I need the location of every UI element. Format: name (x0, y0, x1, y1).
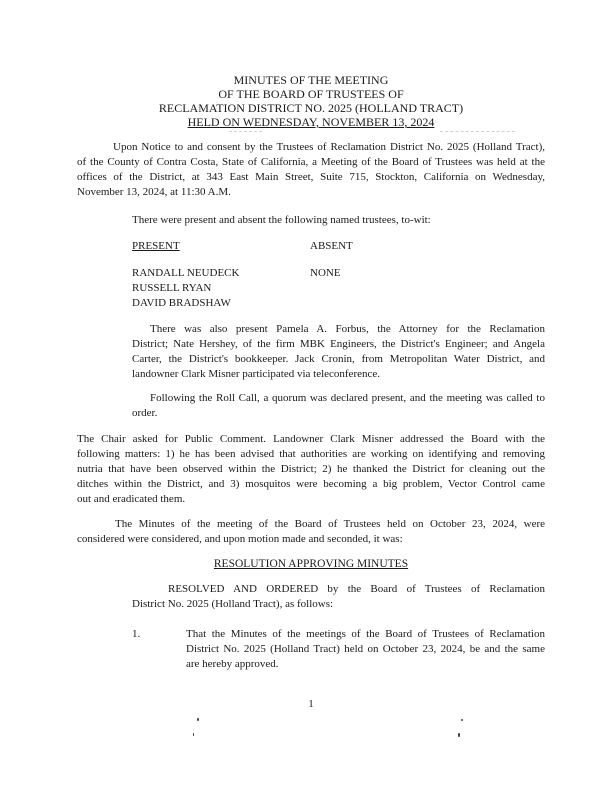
minutes-consideration-paragraph (77, 517, 545, 547)
absent-heading: ABSENT (310, 240, 353, 252)
scan-speck (461, 719, 463, 721)
paragraph-line: Upon Notice to and consent by the Trustees of Reclamation District No. 2025 (Holland Tract), (113, 141, 545, 153)
paragraph-line: District; Nate Hershey, of the firm MBK Engineers, the District's Engineer; and Angela (132, 338, 545, 350)
scan-speck (458, 733, 460, 737)
paragraph-line: ditches within the District, and 3) mosquitos were becoming a big problem, Vector Control came (77, 478, 545, 490)
paragraph-line: District No. 2025 (Holland Tract) held on October 23, 2024, be and the same (186, 643, 545, 655)
present-column (132, 239, 239, 311)
page-number-block (77, 697, 545, 712)
paragraph-line: offices of the District, at 343 East Main Street, Suite 715, Stockton, California on Wednesday, (77, 171, 545, 183)
scan-speck (197, 718, 199, 721)
paragraph-line: order. (132, 407, 158, 419)
resolved-paragraph (132, 582, 545, 612)
present-heading: PRESENT (132, 240, 180, 252)
paragraph-line: District No. 2025 (Holland Tract), as follows: (132, 598, 334, 610)
paragraph-line: considered were considered, and upon motion made and seconded, it was: (77, 533, 403, 545)
trustee-name: RANDALL NEUDECK (132, 267, 240, 279)
scan-artifact (229, 131, 262, 132)
roll-call-paragraph (132, 391, 545, 421)
attendance-intro: There were present and absent the following named trustees, to-wit: (132, 214, 431, 226)
others-present-paragraph (132, 322, 545, 382)
title-line: RECLAMATION DISTRICT NO. 2025 (HOLLAND TRACT) (158, 101, 464, 115)
page-number: 1 (308, 698, 314, 710)
absent-name: NONE (310, 267, 341, 279)
resolution-heading: RESOLUTION APPROVING MINUTES (213, 558, 409, 570)
title-line: MINUTES OF THE MEETING (233, 73, 389, 87)
paragraph-line: The Chair asked for Public Comment. Landowner Clark Misner addressed the Board with the (77, 433, 545, 445)
paragraph-line: Carter, the District's bookkeeper. Jack Cronin, from Metropolitan Water District, and (132, 353, 545, 365)
paragraph-line: The Minutes of the meeting of the Board of Trustees held on October 23, 2024, were (115, 518, 545, 530)
paragraph-line: November 13, 2024, at 11:30 A.M. (77, 186, 231, 198)
paragraph-line: RESOLVED AND ORDERED by the Board of Trustees of Reclamation (168, 583, 545, 595)
title-line: OF THE BOARD OF TRUSTEES OF (218, 87, 404, 101)
scan-artifact (440, 131, 515, 132)
paragraph-line: are hereby approved. (186, 658, 279, 670)
resolution-heading-block (77, 557, 545, 572)
trustee-name: RUSSELL RYAN (132, 282, 212, 294)
public-comment-paragraph (77, 432, 545, 507)
absent-column (310, 239, 353, 281)
resolution-item-number: 1. (132, 628, 141, 640)
paragraph-line: following matters: 1) he has been advised that authorities are working on identifying and removing (77, 448, 545, 460)
trustee-name: DAVID BRADSHAW (132, 297, 231, 309)
resolution-item-text (186, 627, 545, 672)
paragraph-line: nutria that have been observed within the District; 2) he thanked the District for cleaning out the (77, 463, 545, 475)
notice-paragraph (77, 140, 545, 200)
paragraph-line: of the County of Contra Costa, State of California, a Meeting of the Board of Trustees was held at the (77, 156, 545, 168)
paragraph-line: Following the Roll Call, a quorum was declared present, and the meeting was called to (150, 392, 545, 404)
paragraph-line: out and eradicated them. (77, 493, 186, 505)
meeting-date-heading: HELD ON WEDNESDAY, NOVEMBER 13, 2024 (187, 115, 435, 129)
minutes-title-block (77, 73, 545, 129)
paragraph-line: landowner Clark Misner participated via teleconference. (132, 368, 380, 380)
scan-speck (193, 733, 194, 736)
paragraph-line: There was also present Pamela A. Forbus, the Attorney for the Reclamation (150, 323, 545, 335)
paragraph-line: That the Minutes of the meetings of the Board of Trustees of Reclamation (186, 628, 545, 640)
